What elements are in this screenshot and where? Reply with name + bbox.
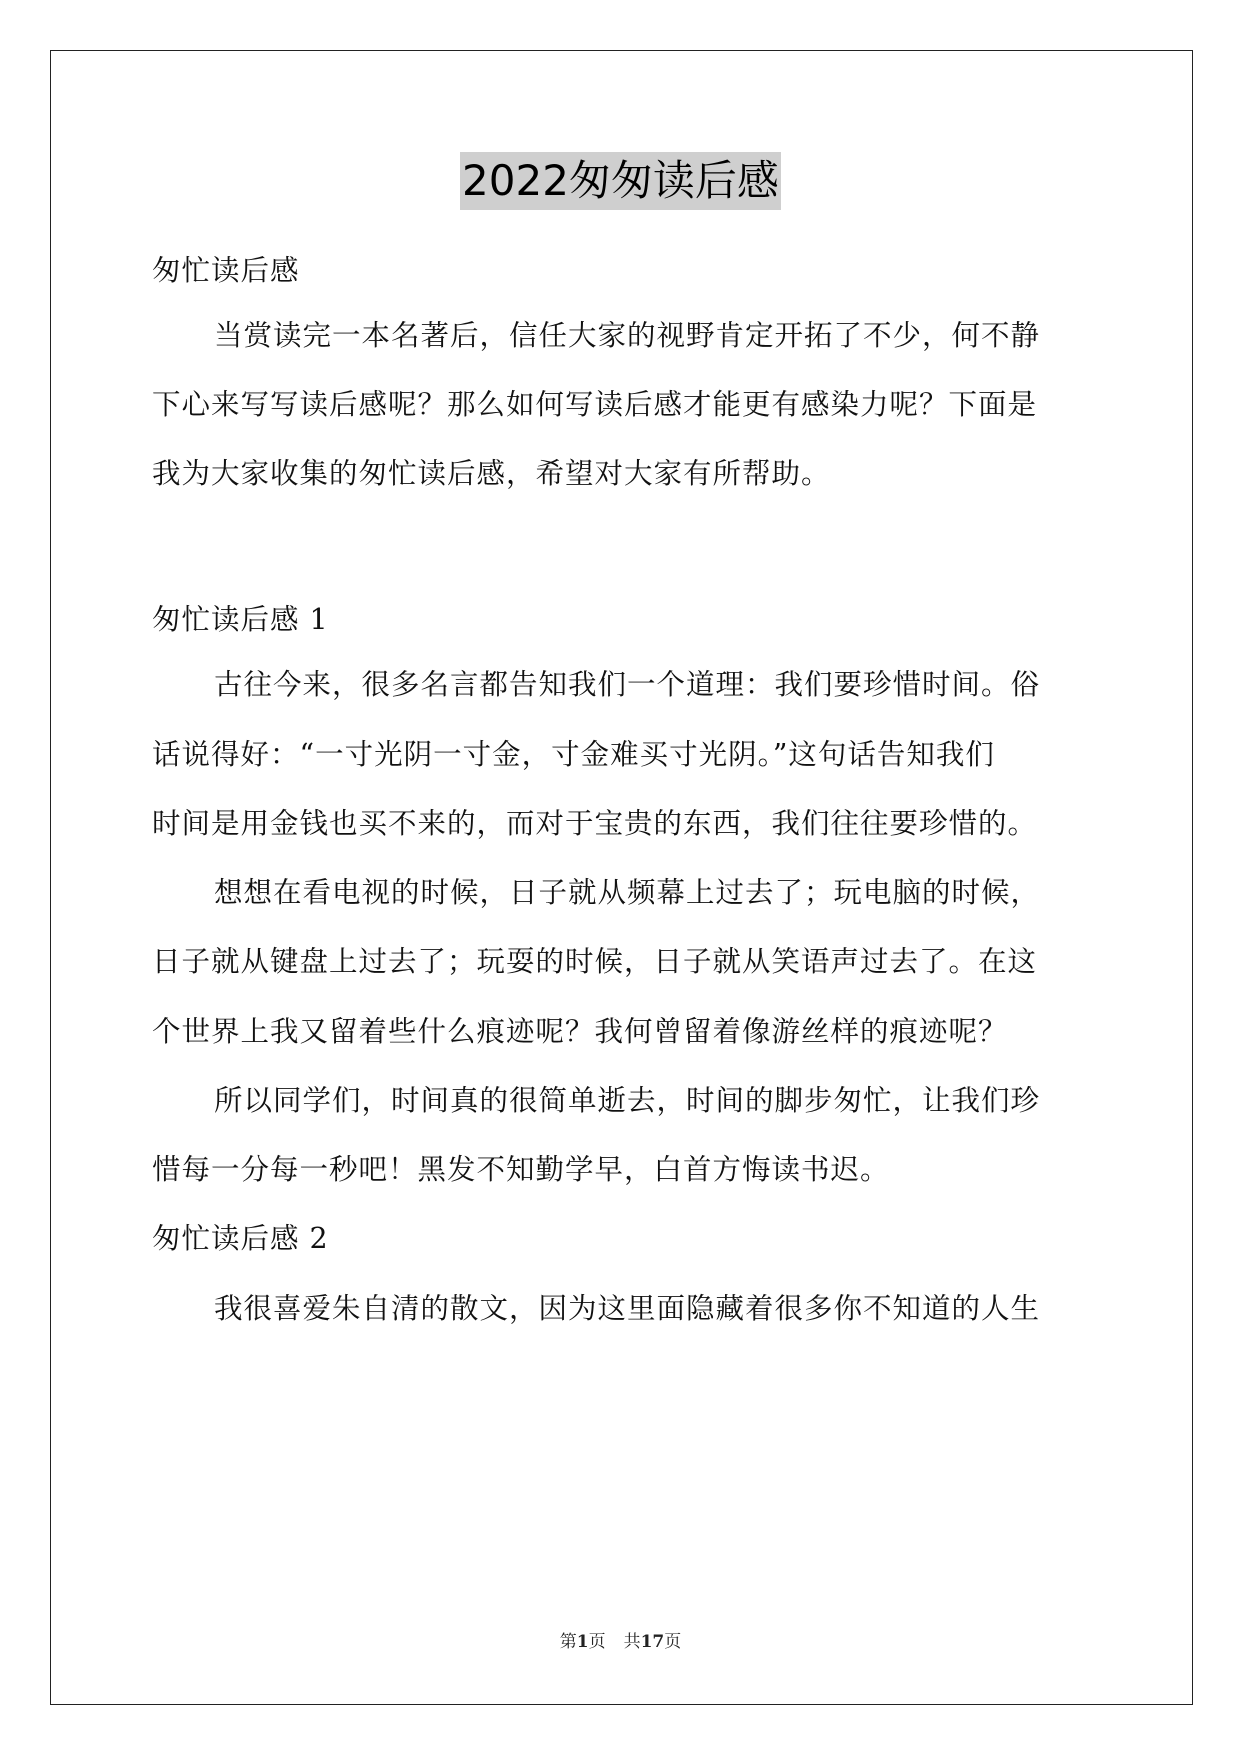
total-suffix: 页 [664,1632,682,1652]
paragraph-line: 日子就从键盘上过去了；玩耍的时候，日子就从笑语声过去了。在这 [152,945,1038,978]
section-heading-2: 匆忙读后感 2 [152,1222,329,1255]
paragraph-line: 下心来写写读后感呢？那么如何写读后感才能更有感染力呢？下面是 [152,388,1038,421]
paragraph-line: 当赏读完一本名著后，信任大家的视野肯定开拓了不少，何不静 [214,319,1041,352]
page-suffix: 页 [588,1632,606,1652]
paragraph-line: 时间是用金钱也买不来的，而对于宝贵的东西，我们往往要珍惜的。 [152,807,1038,840]
paragraph-line: 话说得好：“一寸光阴一寸金，寸金难买寸光阴。”这句话告知我们 [152,738,995,771]
page-prefix: 第 [559,1632,577,1652]
paragraph-line: 古往今来，很多名言都告知我们一个道理：我们要珍惜时间。俗 [214,668,1041,701]
total-pages: 17 [640,1632,665,1652]
document-title: 2022匆匆读后感 [460,152,781,210]
paragraph-line: 想想在看电视的时候，日子就从频幕上过去了；玩电脑的时候， [214,876,1041,909]
title-container [0,152,1241,210]
paragraph-line: 个世界上我又留着些什么痕迹呢？我何曾留着像游丝样的痕迹呢？ [152,1015,1008,1048]
paragraph-line: 我很喜爱朱自清的散文，因为这里面隐藏着很多你不知道的人生 [214,1292,1041,1325]
paragraph-line: 惜每一分每一秒吧！黑发不知勤学早，白首方悔读书迟。 [152,1153,890,1186]
section-heading-intro: 匆忙读后感 [152,254,300,287]
page-number: 1 [576,1632,589,1652]
paragraph-line: 我为大家收集的匆忙读后感，希望对大家有所帮助。 [152,457,831,490]
page-footer [0,1631,1241,1653]
section-heading-1: 匆忙读后感 1 [152,603,329,636]
total-prefix: 共 [623,1632,641,1652]
paragraph-line: 所以同学们，时间真的很简单逝去，时间的脚步匆忙，让我们珍 [214,1084,1041,1117]
